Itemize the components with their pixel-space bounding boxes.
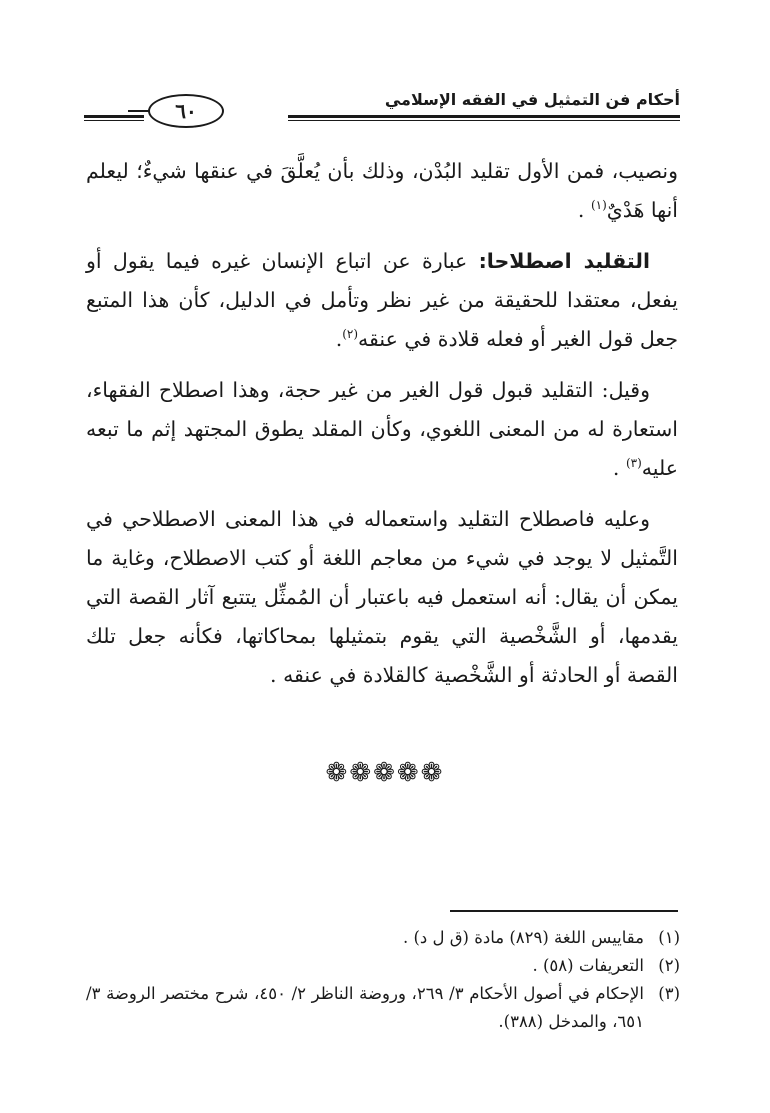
- paragraph-3-end: .: [612, 456, 626, 480]
- footnote-text: التعريفات (٥٨) .: [532, 956, 644, 975]
- oval-connector: [128, 110, 150, 112]
- paragraph-4-text: وعليه فاصطلاح التقليد واستعماله في هذا المعنى الاصطلاحي في التَّمثيل لا يوجد في شيء من معاجم اللغة أو كتب الاصطلاح، وغاية ما يمكن أن يقال: أنه استعمل فيه باعتبار أن المُمثِّل يتتبع آثار القصة التي يقدمها، أو الشَّخْصية التي يقوم بتمثيلها بمحاكاتها، فكأنه جعل تلك القصة أو الحادثة أو الشَّخْصية كالقلادة في عنقه .: [86, 507, 678, 687]
- footnotes: [86, 924, 680, 1036]
- footnote-ref-1[interactable]: (١): [590, 198, 607, 213]
- footnote-number: (٣): [658, 984, 680, 1003]
- footnote-text: الإحكام في أصول الأحكام ٣/ ٢٦٩، وروضة الناظر ٢/ ٤٥٠، شرح مختصر الروضة ٣/ ٦٥١، والمدخل (٣٨٨).: [86, 984, 644, 1031]
- paragraph-2-text: عبارة عن اتباع الإنسان غيره فيما يقول أو يفعل، معتقدا للحقيقة من غير نظر وتأمل في الدليل، كأن هذا المتبع جعل قول الغير أو فعله قلادة في عنقه: [86, 249, 678, 351]
- page-number: ٦٠: [148, 94, 224, 128]
- page-header: [84, 88, 680, 132]
- paragraph-1-text: ونصيب، فمن الأول تقليد البُدْن، وذلك بأن يُعلَّقَ في عنقها شيءٌ؛ ليعلم أنها هَدْيٌ: [86, 159, 678, 222]
- main-text: [86, 152, 678, 707]
- header-rule-thin: [288, 120, 680, 121]
- paragraph-1-end: .: [577, 198, 591, 222]
- footnote-1: [86, 924, 680, 952]
- paragraph-3-text: وقيل: التقليد قبول قول الغير من غير حجة، وهذا اصطلاح الفقهاء، استعارة له من المعنى اللغوي، وكأن المقلد يطوق المجتهد إثم ما تبعه عليه: [86, 378, 678, 480]
- footnote-ref-2[interactable]: (٢): [342, 327, 359, 342]
- paragraph-3: [86, 371, 678, 488]
- footnote-separator: [450, 910, 678, 912]
- footnote-3: [86, 980, 680, 1036]
- footnote-2: [86, 952, 680, 980]
- footnote-text: مقاييس اللغة (٨٢٩) مادة (ق ل د) .: [402, 928, 644, 947]
- footnote-number: (١): [658, 928, 680, 947]
- paragraph-2: [86, 242, 678, 359]
- header-rule-left-thin: [84, 120, 144, 121]
- header-rule: [288, 115, 680, 118]
- section-ornament: ❁❁❁❁❁: [325, 758, 445, 788]
- paragraph-4: [86, 500, 678, 695]
- header-rule-left: [84, 115, 144, 118]
- footnote-number: (٢): [658, 956, 680, 975]
- paragraph-1: [86, 152, 678, 230]
- paragraph-2-end: .: [335, 327, 343, 351]
- term-heading: التقليد اصطلاحا:: [478, 249, 650, 273]
- running-title: أحكام فن التمثيل في الفقه الإسلامي: [384, 90, 680, 109]
- footnote-ref-3[interactable]: (٣): [625, 456, 642, 471]
